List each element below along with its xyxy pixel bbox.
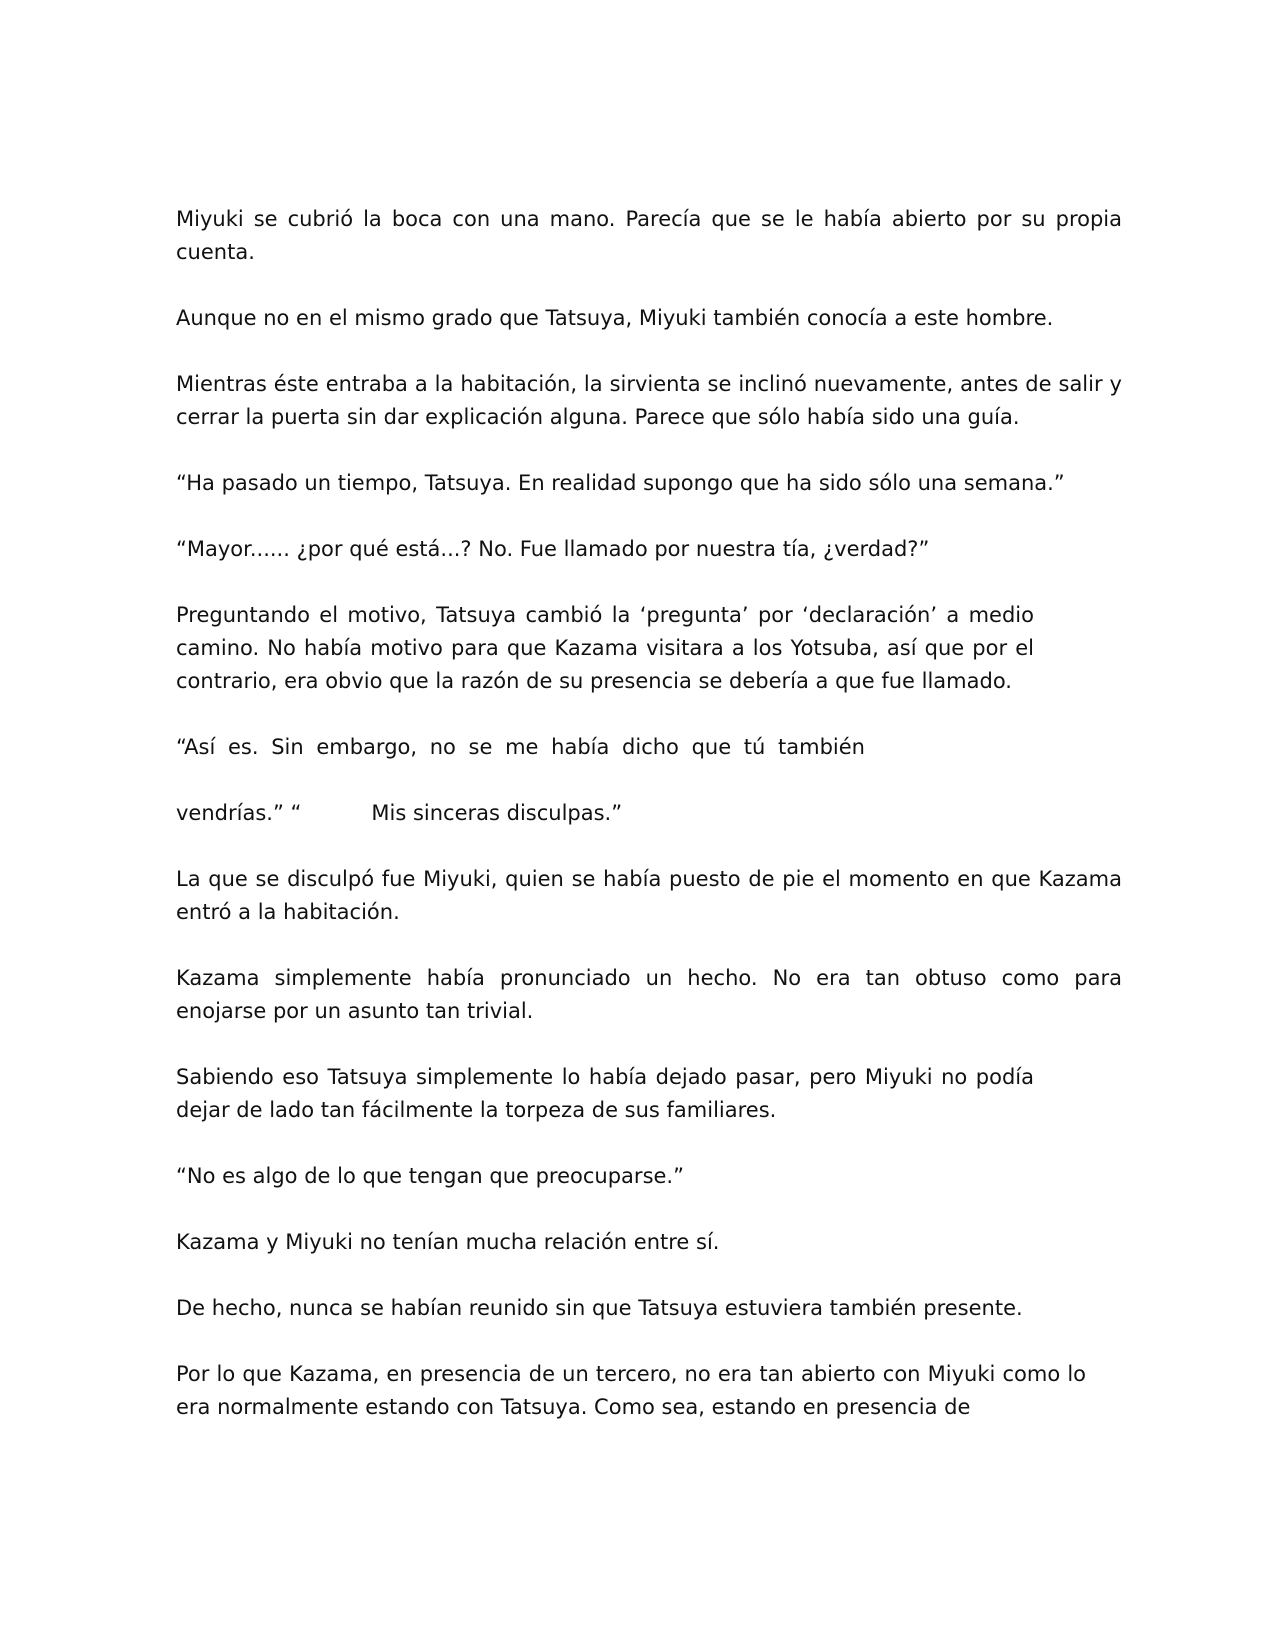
paragraph: Aunque no en el mismo grado que Tatsuya, Miyuki también conocía a este hombre. <box>176 306 1054 330</box>
paragraph: De hecho, nunca se habían reunido sin que Tatsuya estuviera también presente. <box>176 1296 1023 1320</box>
paragraph: “Ha pasado un tiempo, Tatsuya. En realidad supongo que ha sido sólo una semana.” <box>176 471 1065 495</box>
split-line-left: vendrías.” “ <box>176 801 302 825</box>
paragraph: “Mayor...... ¿por qué está...? No. Fue llamado por nuestra tía, ¿verdad?” <box>176 537 930 561</box>
paragraph: Preguntando el motivo, Tatsuya cambió la ‘pregunta’ por ‘declaración’ a medio camino. No había motivo para que Kazama visitara a los Yotsuba, así que por el contrario, era obvio que la razón de su presencia se debería a que fue llamado. <box>176 603 1034 693</box>
body-text <box>176 203 1122 1457</box>
paragraph: La que se disculpó fue Miyuki, quien se había puesto de pie el momento en que Kazama entró a la habitación. <box>176 867 1122 924</box>
paragraph: Mientras éste entraba a la habitación, la sirvienta se inclinó nuevamente, antes de salir y cerrar la puerta sin dar explicación alguna. Parece que sólo había sido una guía. <box>176 372 1122 429</box>
split-line <box>176 797 1122 830</box>
paragraph: Sabiendo eso Tatsuya simplemente lo había dejado pasar, pero Miyuki no podía dejar de lado tan fácilmente la torpeza de sus familiares. <box>176 1065 1034 1122</box>
paragraph: Miyuki se cubrió la boca con una mano. Parecía que se le había abierto por su propia cuenta. <box>176 207 1122 264</box>
paragraph: Kazama simplemente había pronunciado un hecho. No era tan obtuso como para enojarse por un asunto tan trivial. <box>176 966 1122 1023</box>
split-line-right: Mis sinceras disculpas.” <box>371 801 623 825</box>
paragraph: “Así es. Sin embargo, no se me había dicho que tú también <box>176 735 865 759</box>
paragraph: Kazama y Miyuki no tenían mucha relación entre sí. <box>176 1230 720 1254</box>
paragraph: “No es algo de lo que tengan que preocuparse.” <box>176 1164 684 1188</box>
paragraph: Por lo que Kazama, en presencia de un tercero, no era tan abierto con Miyuki como lo era normalmente estando con Tatsuya. Como sea, estando en presencia de <box>176 1362 1086 1419</box>
